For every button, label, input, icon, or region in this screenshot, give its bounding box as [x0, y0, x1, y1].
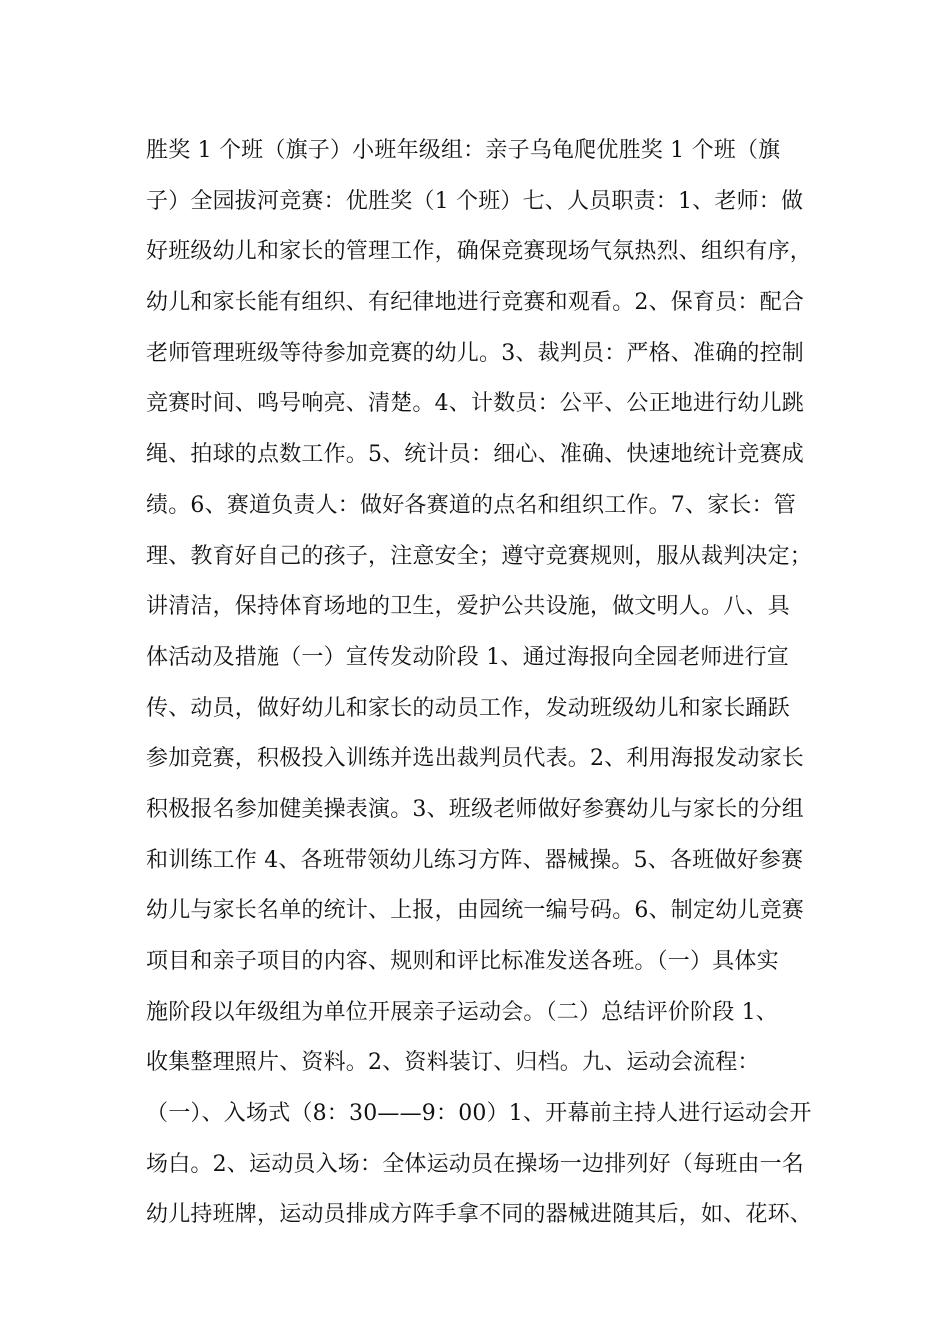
text-line: 幼儿和家长能有组织、有纪律地进行竞赛和观看。2、保育员：配合 [146, 290, 804, 316]
text-line: 幼儿与家长名单的统计、上报，由园统一编号码。6、制定幼儿竞赛 [146, 898, 804, 924]
text-line: 绳、拍球的点数工作。5、统计员：细心、准确、快速地统计竞赛成 [146, 442, 804, 468]
text-line: 施阶段以年级组为单位开展亲子运动会。（二）总结评价阶段 1、 [146, 999, 778, 1025]
text-line: 胜奖 1 个班（旗子）小班年级组：亲子乌龟爬优胜奖 1 个班（旗 [146, 138, 781, 163]
text-line: （一）、入场式（8：30——9：00）1、开幕前主持人进行运动会开 [146, 1101, 812, 1127]
text-line: 竞赛时间、鸣号响亮、清楚。4、计数员：公平、公正地进行幼儿跳 [146, 391, 804, 417]
text-line: 和训练工作 4、各班带领幼儿练习方阵、器械操。5、各班做好参赛 [146, 847, 804, 873]
text-line: 收集整理照片、资料。2、资料装订、归档。九、运动会流程： [146, 1050, 760, 1076]
text-line: 场白。2、运动员入场：全体运动员在操场一边排列好（每班由一名 [146, 1151, 804, 1177]
text-line: 项目和亲子项目的内容、规则和评比标准发送各班。（一）具体实 [146, 949, 779, 974]
text-line: 讲清洁，保持体育场地的卫生，爱护公共设施，做文明人。八、具 [146, 594, 790, 620]
text-line: 理、教育好自己的孩子，注意安全；遵守竞赛规则，服从裁判决定； [146, 543, 813, 569]
body-text [146, 134, 836, 1249]
text-line: 绩。6、赛道负责人：做好各赛道的点名和组织工作。7、家长：管 [146, 492, 796, 518]
text-line: 老师管理班级等待参加竞赛的幼儿。3、裁判员：严格、准确的控制 [146, 340, 804, 366]
text-line: 好班级幼儿和家长的管理工作，确保竞赛现场气氛热烈、组织有序， [146, 239, 813, 265]
text-line: 体活动及措施（一）宣传发动阶段 1、通过海报向全园老师进行宣 [146, 644, 789, 670]
text-line: 积极报名参加健美操表演。3、班级老师做好参赛幼儿与家长的分组 [146, 796, 804, 822]
text-line: 子）全园拔河竞赛：优胜奖（1 个班）七、人员职责：1、老师：做 [146, 188, 804, 214]
text-line: 参加竞赛，积极投入训练并选出裁判员代表。2、利用海报发动家长 [146, 746, 804, 772]
text-line: 传、动员，做好幼儿和家长的动员工作，发动班级幼儿和家长踊跃 [146, 695, 790, 721]
text-line: 幼儿持班牌，运动员排成方阵手拿不同的器械进随其后，如、花环、 [146, 1202, 813, 1228]
